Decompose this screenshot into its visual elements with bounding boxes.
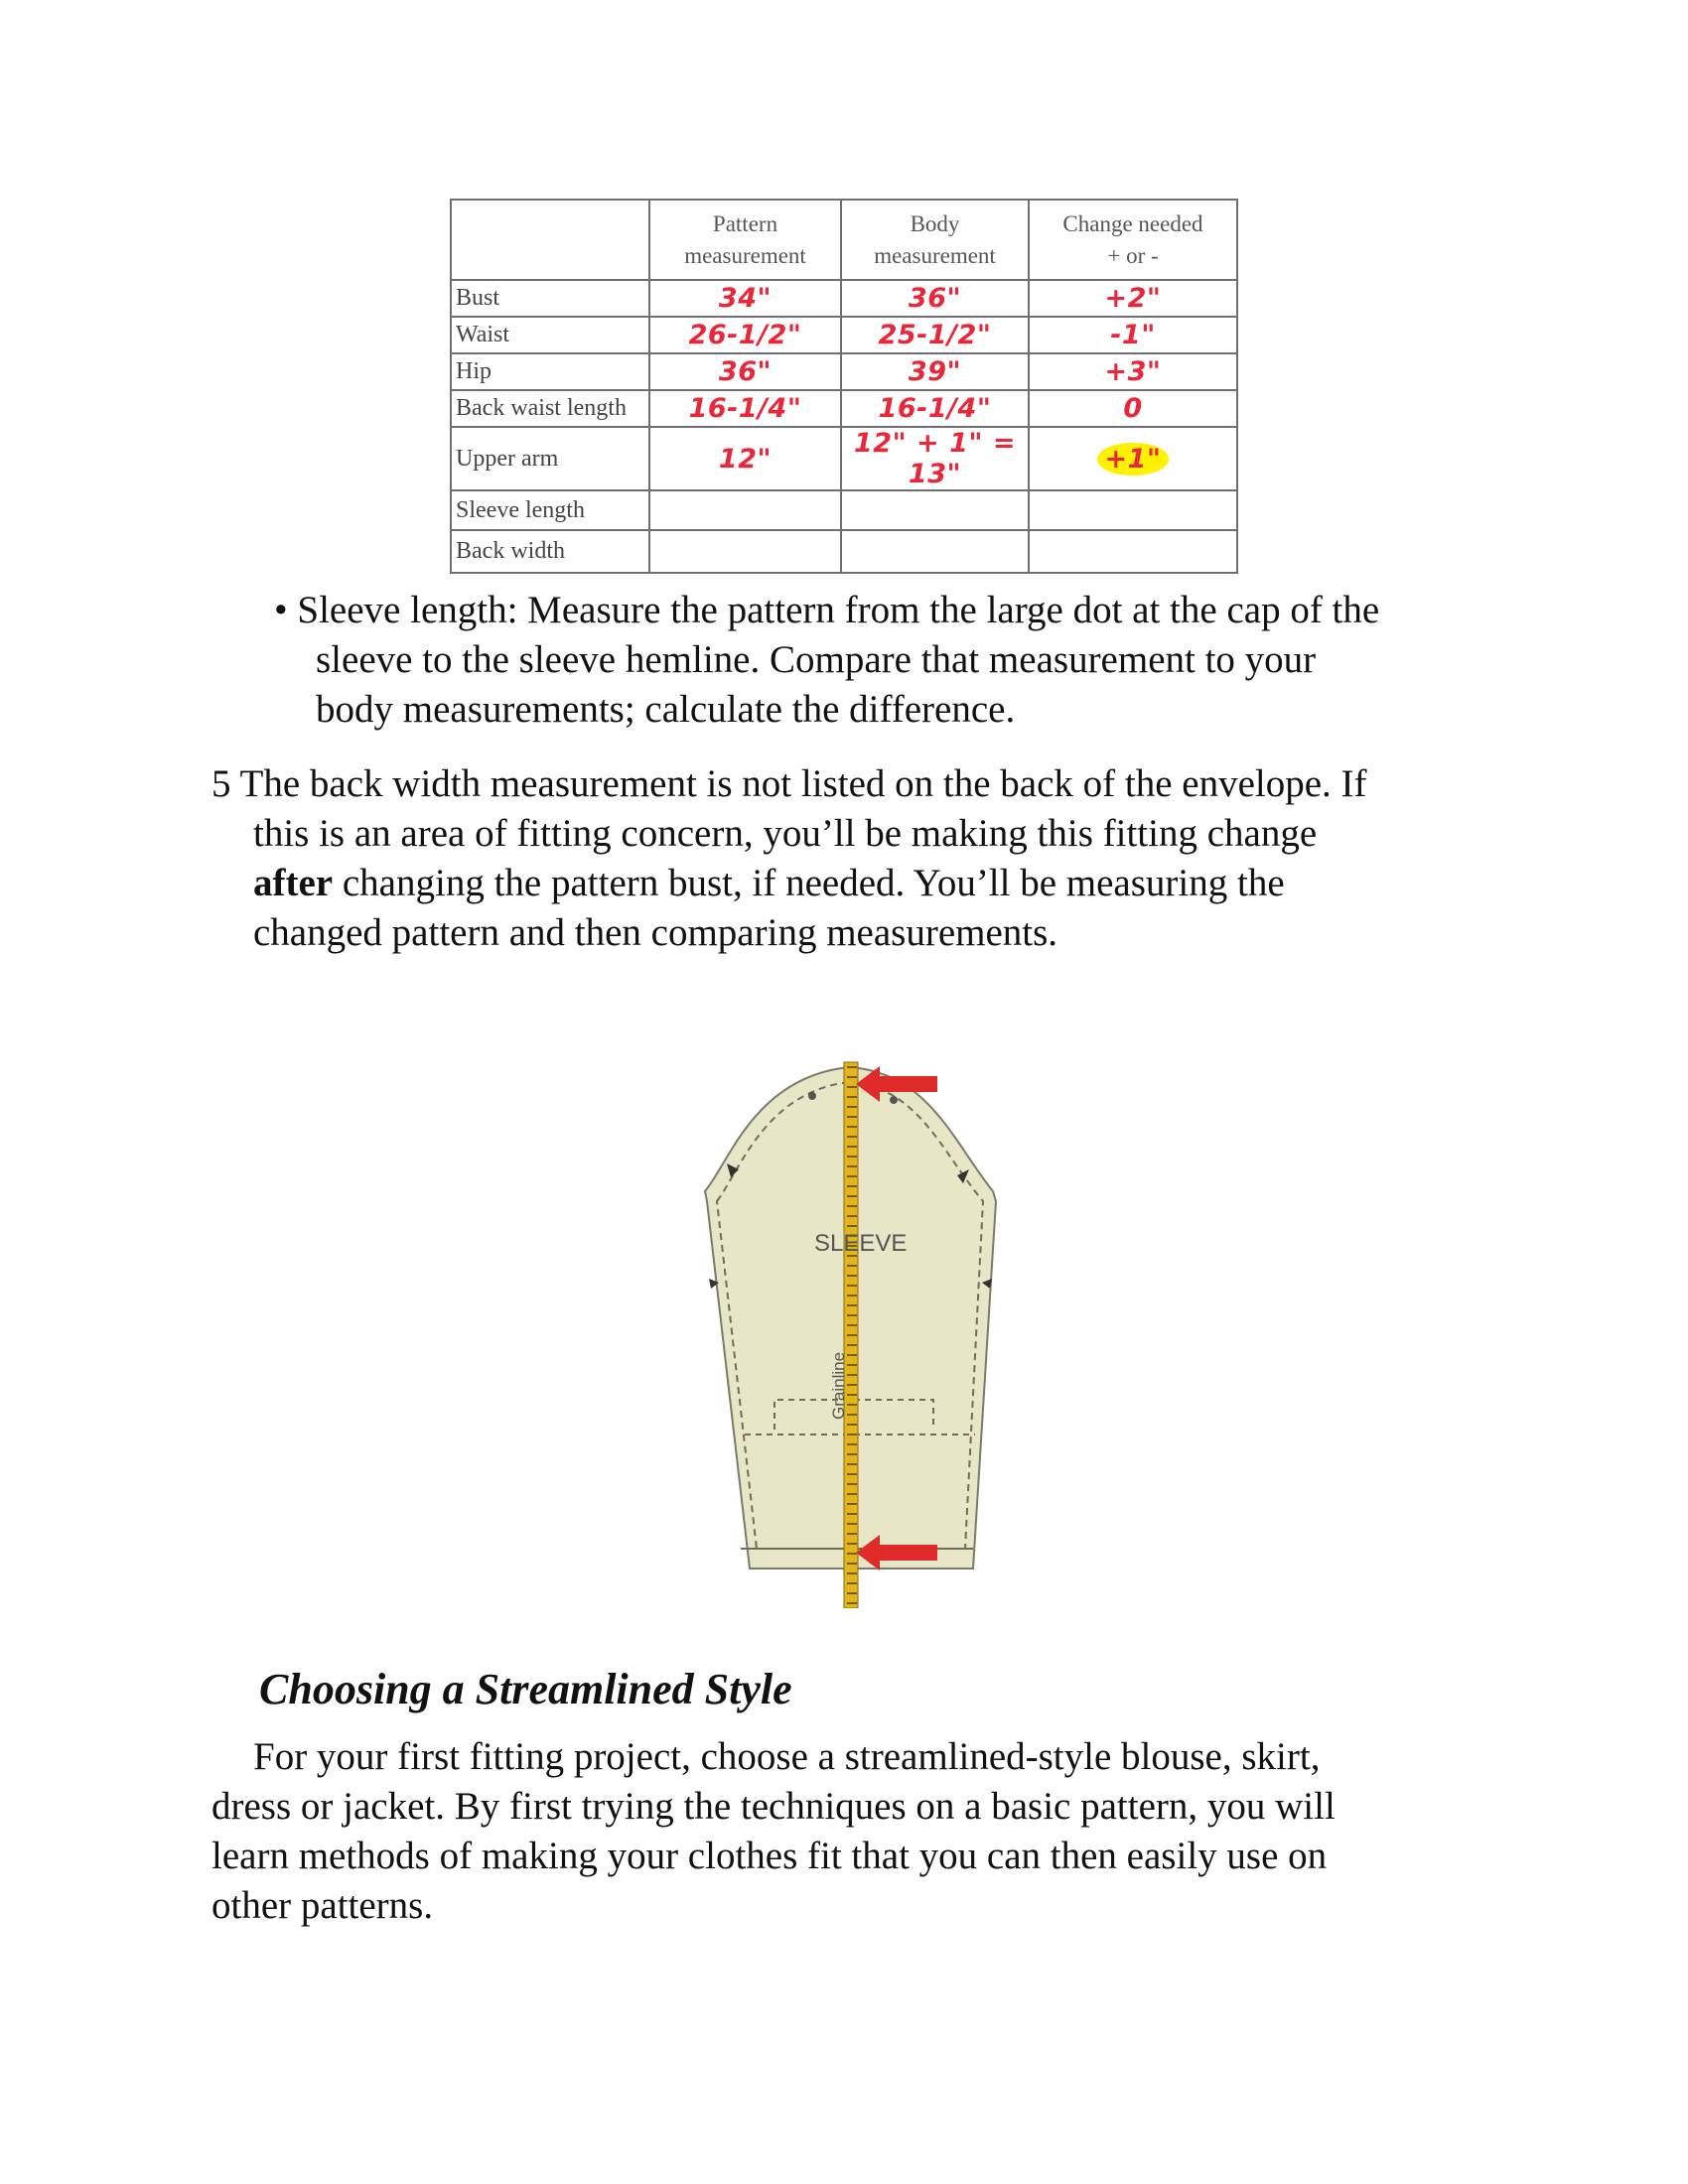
pattern-measurement-cell: 36" xyxy=(649,353,841,390)
step5-line-4: changed pattern and then comparing measurements. xyxy=(253,911,1058,954)
body-measurement-cell xyxy=(841,530,1029,573)
body-measurement-cell: 12" + 1" = 13" xyxy=(841,427,1029,490)
table-row xyxy=(451,427,1237,490)
row-label-cell: Bust xyxy=(451,280,649,317)
table-row xyxy=(451,317,1237,353)
step5-text-1: The back width measurement is not listed on the back of the envelope. If xyxy=(239,762,1367,805)
table-header-row xyxy=(451,200,1237,280)
header-body xyxy=(841,200,1029,280)
step-number: 5 xyxy=(211,762,231,805)
step5-text-3: changing the pattern bust, if needed. You’ll be measuring the xyxy=(333,862,1285,904)
row-label-cell: Waist xyxy=(451,317,649,353)
header-body-line2: measurement xyxy=(874,242,996,268)
pattern-measurement-cell xyxy=(649,530,841,573)
bullet-text-1: Sleeve length: Measure the pattern from the large dot at the cap of the xyxy=(297,589,1380,631)
paragraph-line-1: For your first fitting project, choose a streamlined-style blouse, skirt, xyxy=(253,1735,1321,1778)
body-measurement-cell: 36" xyxy=(841,280,1029,317)
pattern-measurement-cell: 16-1/4" xyxy=(649,390,841,427)
header-pattern-line1: Pattern xyxy=(712,210,778,236)
change-needed-cell: -1" xyxy=(1029,317,1237,353)
paragraph-line-4: other patterns. xyxy=(211,1884,434,1927)
change-needed-cell xyxy=(1029,490,1237,530)
paragraph-line-3: learn methods of making your clothes fit that you can then easily use on xyxy=(211,1835,1328,1877)
change-needed-cell: +2" xyxy=(1029,280,1237,317)
header-pattern-line2: measurement xyxy=(684,242,806,268)
table-row xyxy=(451,280,1237,317)
header-body-line1: Body xyxy=(910,210,960,236)
change-needed-cell: 0 xyxy=(1029,390,1237,427)
table-row xyxy=(451,490,1237,530)
paragraph-line-2: dress or jacket. By first trying the techniques on a basic pattern, you will xyxy=(211,1785,1336,1828)
header-change-line2: + or - xyxy=(1107,242,1159,268)
emphasis-after: after xyxy=(253,862,334,904)
header-pattern xyxy=(649,200,841,280)
row-label-cell: Upper arm xyxy=(451,427,649,490)
body-measurement-cell: 25-1/2" xyxy=(841,317,1029,353)
step5-line-1 xyxy=(211,759,1367,809)
bullet-marker: • xyxy=(274,589,288,631)
section-heading: Choosing a Streamlined Style xyxy=(259,1665,792,1713)
table-row xyxy=(451,353,1237,390)
step5-line-3 xyxy=(253,859,1285,908)
bullet-line-2: sleeve to the sleeve hemline. Compare that measurement to your xyxy=(316,638,1317,681)
grainline-label: Grainline xyxy=(829,1351,848,1420)
change-needed-cell: +3" xyxy=(1029,353,1237,390)
cap-dot-left xyxy=(808,1092,816,1100)
table-row xyxy=(451,530,1237,573)
step5-line-2: this is an area of fitting concern, you’ll be making this fitting change xyxy=(253,812,1318,855)
measurement-table xyxy=(450,199,1238,574)
row-label-cell: Sleeve length xyxy=(451,490,649,530)
pattern-measurement-cell: 34" xyxy=(649,280,841,317)
row-label-cell: Back waist length xyxy=(451,390,649,427)
row-label-cell: Hip xyxy=(451,353,649,390)
change-needed-cell xyxy=(1029,530,1237,573)
pattern-measurement-cell: 12" xyxy=(649,427,841,490)
body-measurement-cell: 39" xyxy=(841,353,1029,390)
table-body xyxy=(451,280,1237,573)
header-change xyxy=(1029,200,1237,280)
body-measurement-cell: 16-1/4" xyxy=(841,390,1029,427)
highlighted-value: +1" xyxy=(1097,443,1170,476)
body-measurement-cell xyxy=(841,490,1029,530)
pattern-measurement-cell xyxy=(649,490,841,530)
header-blank xyxy=(451,200,649,280)
row-label-cell: Back width xyxy=(451,530,649,573)
cap-dot-right xyxy=(890,1096,898,1104)
measuring-tape xyxy=(844,1062,858,1608)
change-needed-cell xyxy=(1029,427,1237,490)
header-change-line1: Change needed xyxy=(1062,210,1203,236)
sleeve-label: SLEEVE xyxy=(814,1230,908,1257)
pattern-measurement-cell: 26-1/2" xyxy=(649,317,841,353)
table-row xyxy=(451,390,1237,427)
bullet-line-1 xyxy=(274,586,1379,635)
bullet-line-3: body measurements; calculate the difference. xyxy=(316,688,1016,731)
sleeve-pattern-figure xyxy=(685,1052,1023,1608)
